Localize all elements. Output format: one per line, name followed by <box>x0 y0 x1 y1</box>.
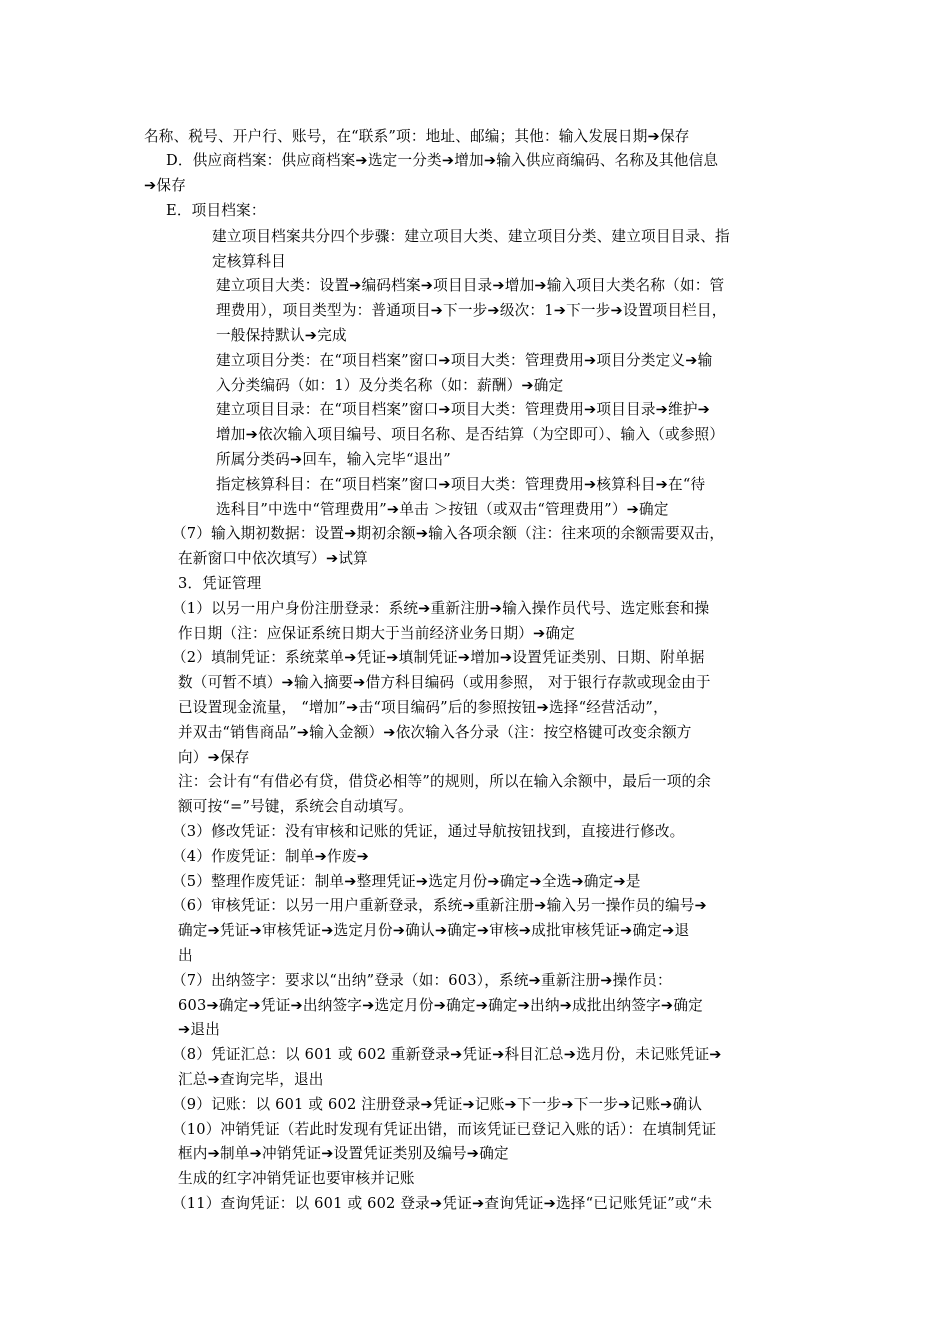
text-line: 建立项目分类：在“项目档案”窗口➔项目大类：管理费用➔项目分类定义➔输 <box>216 352 713 369</box>
text-line: 一般保持默认➔完成 <box>216 327 347 344</box>
text-line: ➔退出 <box>178 1021 221 1038</box>
text-line: 指定核算科目：在“项目档案”窗口➔项目大类：管理费用➔核算科目➔在“待 <box>216 476 706 493</box>
text-line: 注：会计有“有借必有贷，借贷必相等”的规则，所以在输入余额中，最后一项的余 <box>178 773 712 790</box>
text-line: 所属分类码➔回车，输入完毕“退出” <box>216 451 451 468</box>
text-line: 建立项目档案共分四个步骤：建立项目大类、建立项目分类、建立项目目录、指 <box>212 228 730 245</box>
text-line: 已设置现金流量， “增加”➔击“项目编码”后的参照按钮➔选择“经营活动”， <box>178 699 668 716</box>
text-line: 确定➔凭证➔审核凭证➔选定月份➔确认➔确定➔审核➔成批审核凭证➔确定➔退 <box>178 922 690 939</box>
text-line: （1）以另一用户身份注册登录：系统➔重新注册➔输入操作员代号、选定账套和操 <box>172 600 710 617</box>
text-line: 603➔确定➔凭证➔出纳签字➔选定月份➔确定➔确定➔出纳➔成批出纳签字➔确定 <box>178 997 703 1014</box>
text-line: （7）出纳签字：要求以“出纳”登录（如：603），系统➔重新注册➔操作员： <box>172 972 672 989</box>
text-line: （4）作废凭证：制单➔作废➔ <box>172 848 370 865</box>
text-line: 数（可暂不填）➔输入摘要➔借方科目编码（或用参照， 对于银行存款或现金由于 <box>178 674 711 691</box>
text-line: 增加➔依次输入项目编号、项目名称、是否结算（为空即可）、输入（或参照） <box>216 426 725 443</box>
text-line: （5）整理作废凭证：制单➔整理凭证➔选定月份➔确定➔全选➔确定➔是 <box>172 873 641 890</box>
text-line: 3．凭证管理 <box>178 575 262 592</box>
text-line: 作日期（注：应保证系统日期大于当前经济业务日期）➔确定 <box>178 625 576 642</box>
text-line: （3）修改凭证：没有审核和记账的凭证，通过导航按钮找到，直接进行修改。 <box>172 823 685 840</box>
text-line: 汇总➔查询完毕，退出 <box>178 1071 324 1088</box>
text-line: （8）凭证汇总：以 601 或 602 重新登录➔凭证➔科目汇总➔选月份，未记账凭证➔ <box>172 1046 722 1063</box>
text-line: 向）➔保存 <box>178 749 250 766</box>
text-line: 建立项目目录：在“项目档案”窗口➔项目大类：管理费用➔项目目录➔维护➔ <box>216 401 711 418</box>
text-line: 入分类编码（如：1）及分类名称（如：薪酬）➔确定 <box>216 377 564 394</box>
text-line: D．供应商档案：供应商档案➔选定一分类➔增加➔输入供应商编码、名称及其他信息 <box>166 152 719 169</box>
text-line: （2）填制凭证：系统菜单➔凭证➔填制凭证➔增加➔设置凭证类别、日期、附单据 <box>172 649 705 666</box>
text-line: 框内➔制单➔冲销凭证➔设置凭证类别及编号➔确定 <box>178 1145 509 1162</box>
text-line: 名称、税号、开户行、账号，在“联系”项：地址、邮编；其他：输入发展日期➔保存 <box>144 128 690 145</box>
text-line: 出 <box>178 947 193 964</box>
text-line: 理费用），项目类型为：普通项目➔下一步➔级次：1➔下一步➔设置项目栏目， <box>216 302 727 319</box>
text-line: 选科目”中选中“管理费用”➔单击 ＞按钮（或双击“管理费用”）➔确定 <box>216 501 669 518</box>
text-line: （9）记账：以 601 或 602 注册登录➔凭证➔记账➔下一步➔下一步➔记账➔确认 <box>172 1096 703 1113</box>
text-line: （10）冲销凭证（若此时发现有凭证出错，而该凭证已登记入账的话）：在填制凭证 <box>172 1121 717 1138</box>
text-line: E．项目档案： <box>166 202 266 219</box>
text-line: （7）输入期初数据：设置➔期初余额➔输入各项余额（注：往来项的余额需要双击， <box>172 525 725 542</box>
text-line: （6）审核凭证：以另一用户重新登录，系统➔重新注册➔输入另一操作员的编号➔ <box>172 897 707 914</box>
text-line: 在新窗口中依次填写）➔试算 <box>178 550 368 567</box>
text-line: 额可按“=”号键，系统会自动填写。 <box>178 798 413 815</box>
text-line: 建立项目大类：设置➔编码档案➔项目目录➔增加➔输入项目大类名称（如：管 <box>216 277 725 294</box>
text-line: （11）查询凭证：以 601 或 602 登录➔凭证➔查询凭证➔选择“已记账凭证”或“未 <box>172 1195 713 1212</box>
text-line: 定核算科目 <box>212 253 286 270</box>
text-line: ➔保存 <box>144 177 187 194</box>
text-line: 并双击“销售商品”➔输入金额）➔依次输入各分录（注：按空格键可改变余额方 <box>178 724 692 741</box>
text-line: 生成的红字冲销凭证也要审核并记账 <box>178 1170 415 1187</box>
